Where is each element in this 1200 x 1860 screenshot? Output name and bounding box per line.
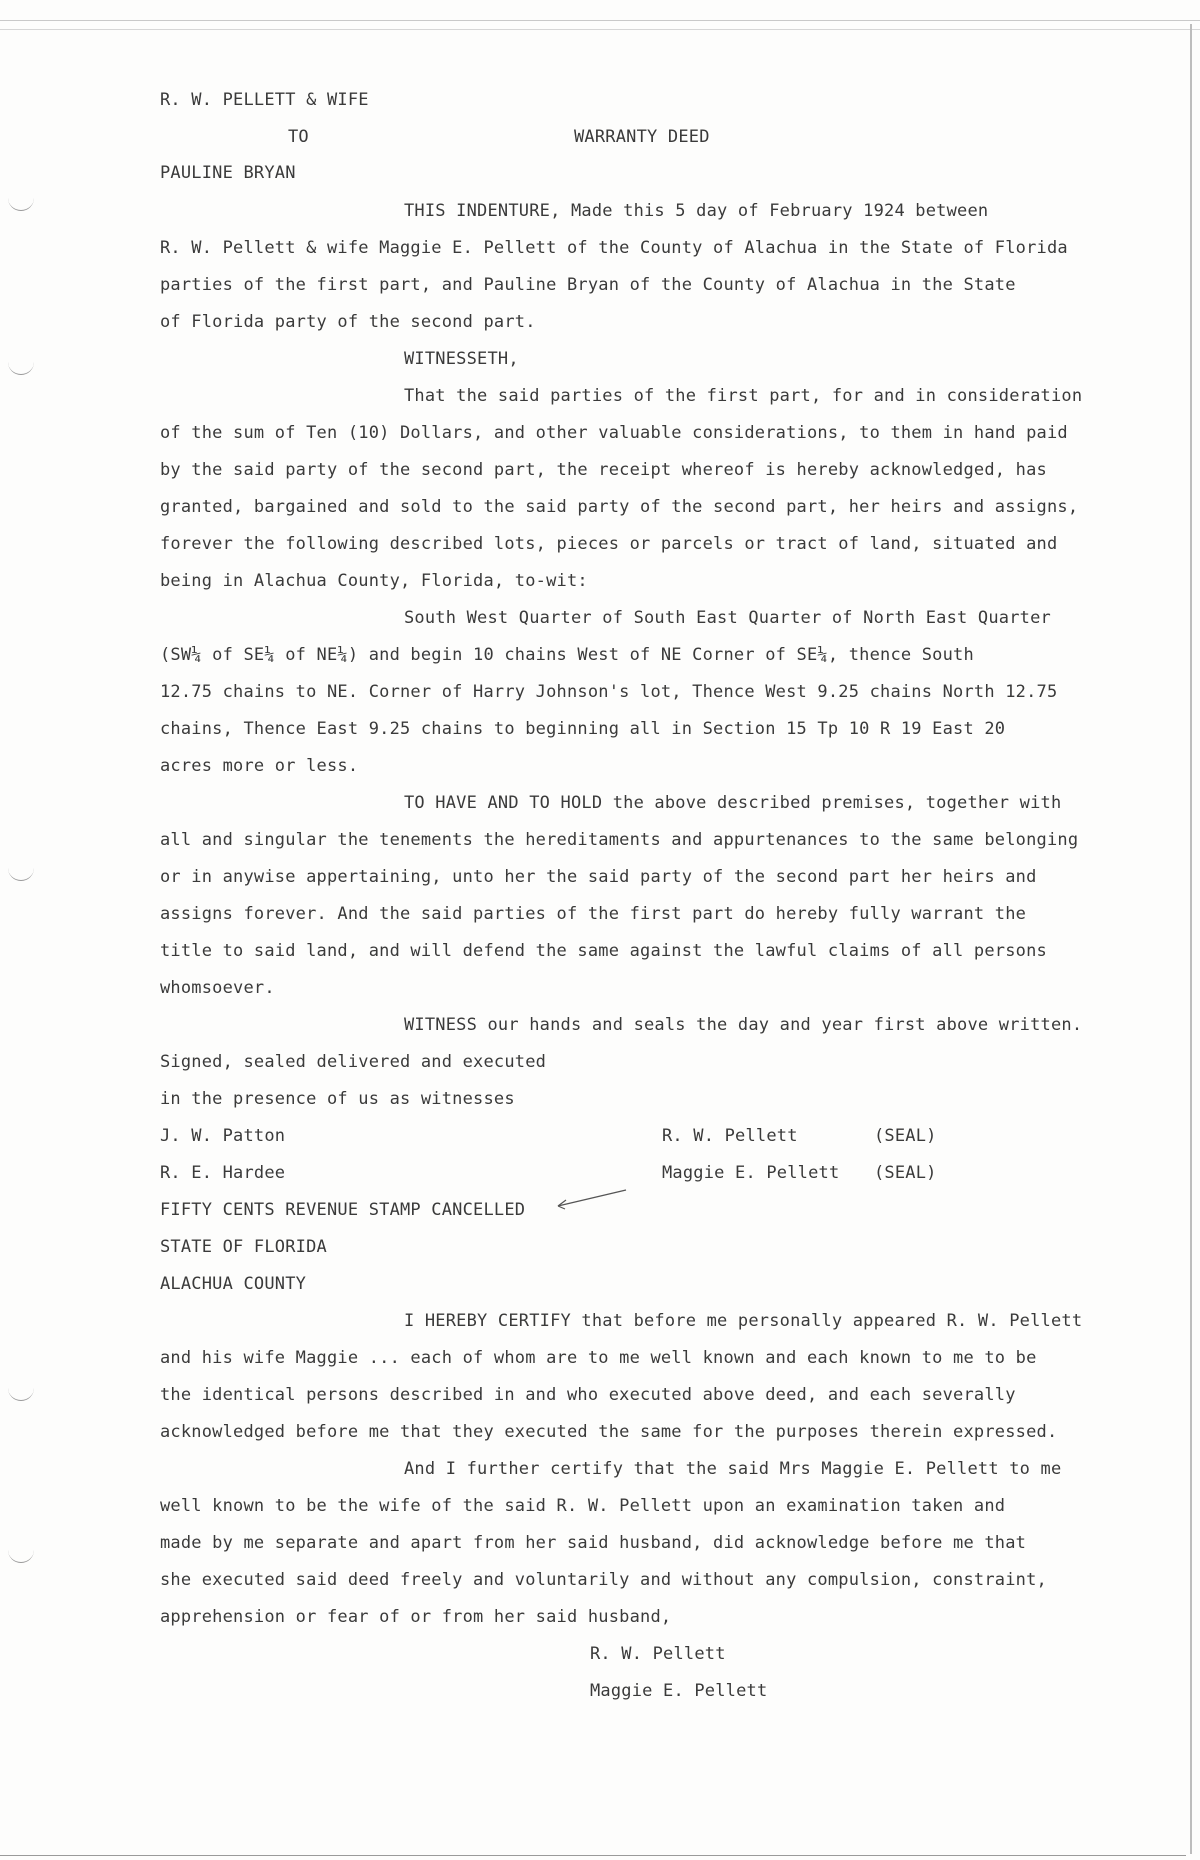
certificate-line: And I further certify that the said Mrs Maggie E. Pellett to me (404, 1459, 1062, 1479)
body-line: R. W. Pellett & wife Maggie E. Pellett of the County of Alachua in the State of Florida (160, 238, 1068, 258)
body-line: Signed, sealed delivered and executed (160, 1052, 547, 1072)
certificate-line: apprehension or fear of or from her said husband, (160, 1607, 672, 1627)
seal-label: (SEAL) (874, 1163, 937, 1183)
body-line: WITNESS our hands and seals the day and year first above written. (404, 1015, 1083, 1035)
grantor-signature: R. W. Pellett (662, 1126, 798, 1146)
certificate-line: acknowledged before me that they executed the same for the purposes therein expressed. (160, 1422, 1058, 1442)
seal-label: (SEAL) (874, 1126, 937, 1146)
body-line: in the presence of us as witnesses (160, 1089, 515, 1109)
body-line: whomsoever. (160, 978, 275, 998)
body-line: chains, Thence East 9.25 chains to beginning all in Section 15 Tp 10 R 19 East 20 (160, 719, 1006, 739)
to-heading: TO (288, 127, 309, 147)
binder-hole-mark (8, 196, 34, 211)
body-line: by the said party of the second part, the receipt whereof is hereby acknowledged, has (160, 460, 1047, 480)
closing-signature: R. W. Pellett (590, 1644, 726, 1664)
binder-hole-mark (8, 866, 34, 881)
body-line: That the said parties of the first part, for and in consideration (404, 386, 1083, 406)
certificate-line: well known to be the wife of the said R. W. Pellett upon an examination taken and (160, 1496, 1006, 1516)
pen-stroke-mark (556, 1186, 628, 1212)
body-line: forever the following described lots, pieces or parcels or tract of land, situated and (160, 534, 1058, 554)
grantee-heading: PAULINE BRYAN (160, 163, 296, 183)
body-line: parties of the first part, and Pauline Bryan of the County of Alachua in the State (160, 275, 1016, 295)
body-line: assigns forever. And the said parties of the first part do hereby fully warrant the (160, 904, 1027, 924)
body-line: WITNESSETH, (404, 349, 519, 369)
binder-hole-mark (8, 1386, 34, 1401)
body-line: acres more or less. (160, 756, 359, 776)
body-line: all and singular the tenements the hereditaments and appurtenances to the same belonging (160, 830, 1079, 850)
body-line: 12.75 chains to NE. Corner of Harry Johnson's lot, Thence West 9.25 chains North 12.75 (160, 682, 1058, 702)
certificate-line: I HEREBY CERTIFY that before me personally appeared R. W. Pellett (404, 1311, 1083, 1331)
certificate-line: she executed said deed freely and voluntarily and without any compulsion, constraint, (160, 1570, 1047, 1590)
revenue-stamp-note: FIFTY CENTS REVENUE STAMP CANCELLED (160, 1200, 526, 1220)
witness-signature: J. W. Patton (160, 1126, 286, 1146)
venue-county: ALACHUA COUNTY (160, 1274, 307, 1294)
deed-title: WARRANTY DEED (574, 127, 710, 147)
grantor-heading: R. W. PELLETT & WIFE (160, 90, 369, 110)
binder-hole-mark (8, 360, 34, 375)
page-bottom-edge (0, 1855, 1186, 1856)
binder-hole-mark (8, 1548, 34, 1563)
certificate-line: made by me separate and apart from her said husband, did acknowledge before me that (160, 1533, 1027, 1553)
body-line: being in Alachua County, Florida, to-wit: (160, 571, 588, 591)
page-top-edge (0, 20, 1200, 30)
body-line: granted, bargained and sold to the said party of the second part, her heirs and assigns, (160, 497, 1079, 517)
venue-state: STATE OF FLORIDA (160, 1237, 327, 1257)
body-line: of Florida party of the second part. (160, 312, 536, 332)
body-line: South West Quarter of South East Quarter of North East Quarter (404, 608, 1051, 628)
grantor-signature: Maggie E. Pellett (662, 1163, 840, 1183)
body-line: THIS INDENTURE, Made this 5 day of February 1924 between (404, 201, 989, 221)
certificate-line: and his wife Maggie ... each of whom are to me well known and each known to me to be (160, 1348, 1037, 1368)
body-line: or in anywise appertaining, unto her the said party of the second part her heirs and (160, 867, 1037, 887)
certificate-line: the identical persons described in and who executed above deed, and each severally (160, 1385, 1016, 1405)
closing-signature: Maggie E. Pellett (590, 1681, 768, 1701)
body-line: of the sum of Ten (10) Dollars, and other valuable considerations, to them in hand paid (160, 423, 1068, 443)
body-line: TO HAVE AND TO HOLD the above described premises, together with (404, 793, 1062, 813)
page-right-edge (1190, 24, 1192, 1854)
witness-signature: R. E. Hardee (160, 1163, 286, 1183)
body-line: title to said land, and will defend the same against the lawful claims of all persons (160, 941, 1047, 961)
body-line: (SW¼ of SE¼ of NE¼) and begin 10 chains West of NE Corner of SE¼, thence South (160, 645, 974, 665)
